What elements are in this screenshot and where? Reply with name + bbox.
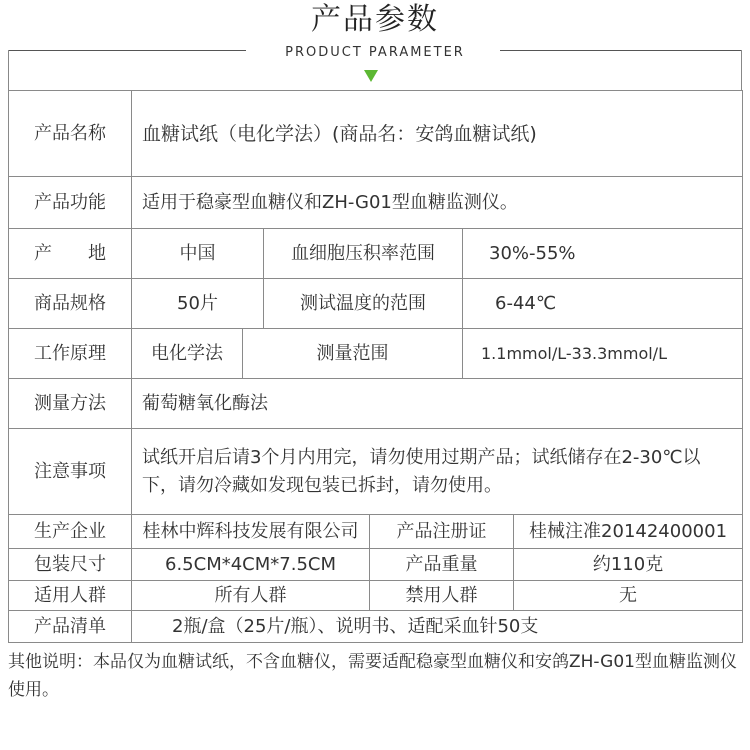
label-weight: 产品重量: [370, 549, 514, 581]
label-target-users: 适用人群: [9, 581, 132, 611]
label-measure-range: 测量范围: [243, 329, 463, 379]
label-forbidden-users: 禁用人群: [370, 581, 514, 611]
table-row-users: [9, 581, 743, 611]
value-forbidden-users: 无: [514, 581, 743, 611]
value-contents: 2瓶/盒（25片/瓶）、说明书、适配采血针50支: [132, 611, 743, 643]
down-arrow-icon: [364, 70, 378, 82]
subtitle-line-right: [500, 50, 742, 51]
value-weight: 约110克: [514, 549, 743, 581]
value-origin: 中国: [132, 229, 264, 279]
table-row-name: [9, 91, 743, 177]
label-principle: 工作原理: [9, 329, 132, 379]
value-product-function: 适用于稳豪型血糖仪和ZH-G01型血糖监测仪。: [132, 177, 743, 229]
label-hematocrit-range: 血细胞压积率范围: [264, 229, 463, 279]
label-method: 测量方法: [9, 379, 132, 429]
table-row-function: [9, 177, 743, 229]
value-target-users: 所有人群: [132, 581, 370, 611]
value-measure-range: 1.1mmol/L-33.3mmol/L: [463, 329, 743, 379]
label-product-function: 产品功能: [9, 177, 132, 229]
page-title: 产品参数: [311, 2, 439, 37]
value-method: 葡萄糖氧化酶法: [132, 379, 743, 429]
page-subtitle: PRODUCT PARAMETER: [285, 45, 465, 60]
table-row-maker: [9, 515, 743, 549]
frame-left-edge: [8, 50, 9, 90]
table-row-method: [9, 379, 743, 429]
table-row-notice: [9, 429, 743, 515]
table-row-spec: [9, 279, 743, 329]
label-contents: 产品清单: [9, 611, 132, 643]
table-row-contents: [9, 611, 743, 643]
value-hematocrit-range: 30%-55%: [463, 229, 743, 279]
label-maker: 生产企业: [9, 515, 132, 549]
value-product-name: 血糖试纸（电化学法）(商品名：安鸽血糖试纸): [132, 91, 743, 177]
frame-right-edge: [741, 50, 742, 90]
label-notice: 注意事项: [9, 429, 132, 515]
label-package-size: 包装尺寸: [9, 549, 132, 581]
value-principle: 电化学法: [132, 329, 243, 379]
value-spec: 50片: [132, 279, 264, 329]
value-notice: 试纸开启后请3个月内用完，请勿使用过期产品；试纸储存在2-30℃以下，请勿冷藏如发现包装已拆封，请勿使用。: [132, 429, 743, 515]
value-registration: 桂械注准20142400001: [514, 515, 743, 549]
footer-note: 其他说明：本品仅为血糖试纸，不含血糖仪，需要适配稳豪型血糖仪和安鸽ZH-G01型血糖监测仪使用。: [8, 652, 737, 700]
label-registration: 产品注册证: [370, 515, 514, 549]
value-temperature-range: 6-44℃: [463, 279, 743, 329]
value-package-size: 6.5CM*4CM*7.5CM: [132, 549, 370, 581]
product-parameter-table: [8, 90, 743, 643]
label-spec: 商品规格: [9, 279, 132, 329]
table-row-package: [9, 549, 743, 581]
table-row-principle: [9, 329, 743, 379]
label-product-name: 产品名称: [9, 91, 132, 177]
table-row-origin: [9, 229, 743, 279]
value-maker: 桂林中辉科技发展有限公司: [132, 515, 370, 549]
label-temperature-range: 测试温度的范围: [264, 279, 463, 329]
label-origin: 产 地: [9, 229, 132, 279]
